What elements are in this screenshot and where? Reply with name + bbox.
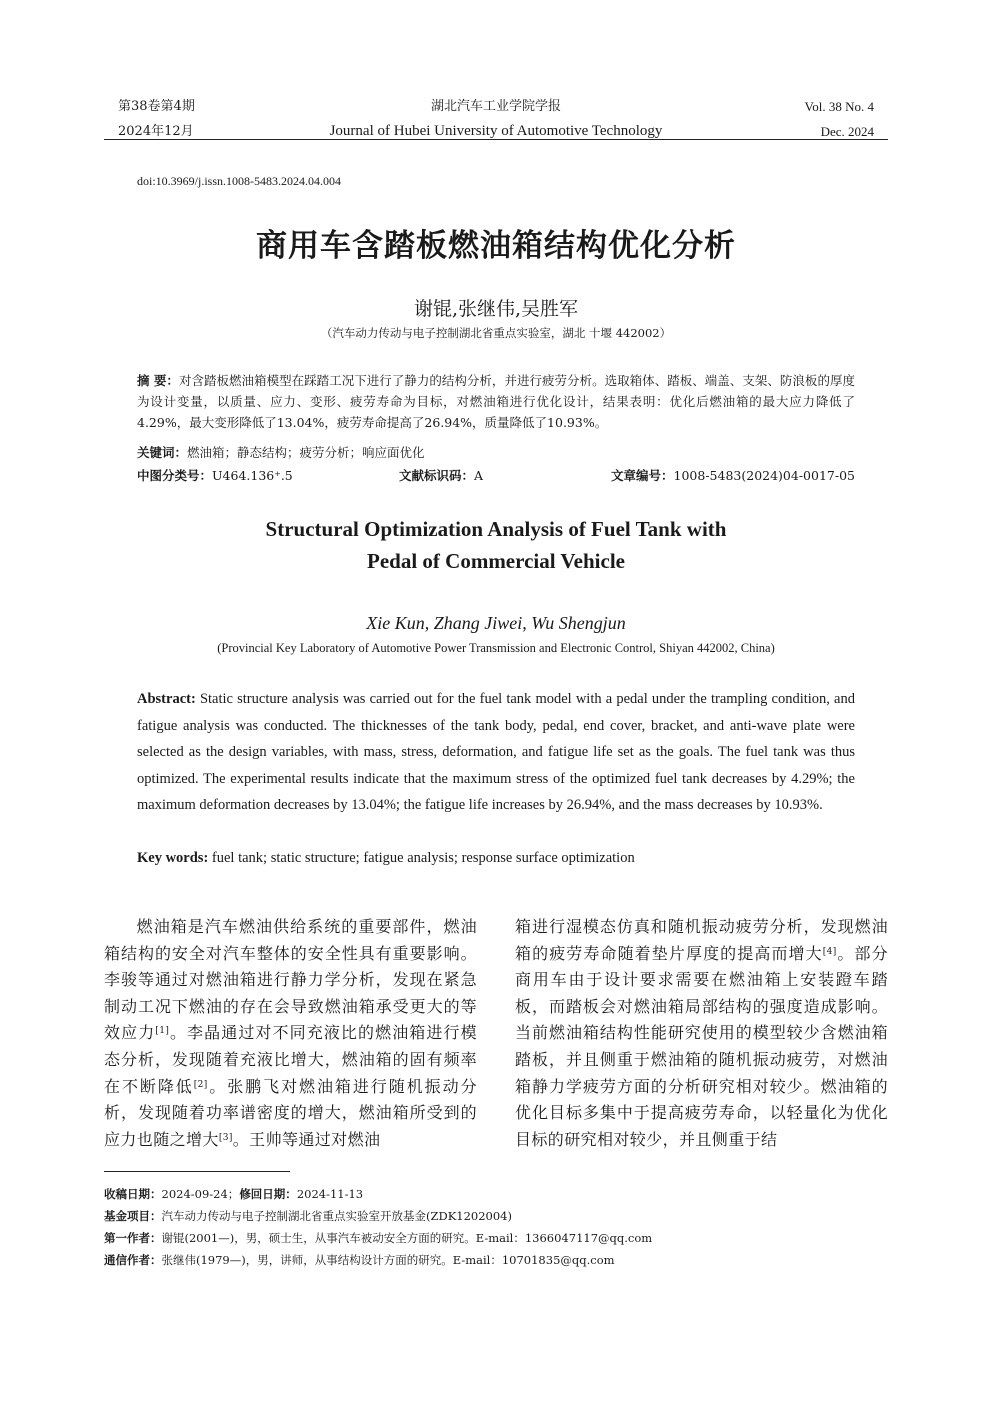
citation-ref: [3]	[218, 1132, 233, 1143]
footnote-dates	[104, 1183, 888, 1205]
abstract-cn	[137, 370, 855, 433]
header-rule	[104, 139, 888, 140]
journal-title-en: Journal of Hubei University of Automotive Technology	[329, 123, 663, 139]
citation-ref: [2]	[193, 1079, 208, 1090]
footnote-rule	[104, 1171, 290, 1172]
affiliation-en: (Provincial Key Laboratory of Automotive Power Transmission and Electronic Control, Shiyan 442002, China)	[217, 641, 775, 655]
page-title: 商用车含踏板燃油箱结构优化分析	[256, 228, 736, 264]
date-cn: 2024年12月	[118, 124, 194, 139]
received-label: 收稿日期：	[104, 1187, 162, 1201]
doi: doi:10.3969/j.issn.1008-5483.2024.04.004	[137, 174, 342, 188]
abstract-cn-label: 摘 要：	[137, 373, 179, 388]
citation-ref: [1]	[155, 1026, 170, 1037]
fund-value: 汽车动力传动与电子控制湖北省重点实验室开放基金(ZDK1202004)	[161, 1209, 512, 1223]
document-code	[399, 465, 483, 486]
keywords-cn-text: 燃油箱；静态结构；疲劳分析；响应面优化	[187, 445, 425, 460]
received-value: 2024-09-24；	[161, 1187, 240, 1201]
abstract-en-label: Abstract:	[137, 691, 196, 707]
footnote-fund	[104, 1205, 888, 1227]
title-en-line2: Pedal of Commercial Vehicle	[367, 549, 625, 573]
corresponding-value: 张继伟(1979—)，男，讲师，从事结构设计方面的研究。E-mail：10701835@qq.com	[161, 1253, 615, 1267]
footnote-first-author	[104, 1227, 888, 1249]
footnote-corresponding-author	[104, 1249, 888, 1271]
body-text: 箱进行湿模态仿真和随机振动疲劳分析，发现燃油箱的疲劳寿命随着垫片厚度的提高而增大	[515, 917, 888, 963]
affiliation-cn: （汽车动力传动与电子控制湖北省重点实验室，湖北 十堰 442002）	[320, 326, 672, 340]
clc-label: 中图分类号：	[137, 468, 213, 483]
citation-ref: [4]	[822, 946, 837, 957]
keywords-cn	[137, 442, 425, 463]
revised-label: 修回日期：	[239, 1187, 297, 1201]
body-column-right	[515, 914, 888, 1153]
doc-value: A	[474, 468, 484, 483]
keywords-en-label: Key words:	[137, 850, 209, 866]
date-en: Dec. 2024	[820, 124, 874, 139]
body-text: 。王帅等通过对燃油	[232, 1129, 381, 1149]
first-author-value: 谢锟(2001—)，男，硕士生，从事汽车被动安全方面的研究。E-mail：1366047117@qq.com	[161, 1231, 653, 1245]
journal-title-cn: 湖北汽车工业学院学报	[430, 99, 561, 114]
corresponding-label: 通信作者：	[104, 1253, 162, 1267]
body-text: 燃油箱是汽车燃油供给系统的重要部件，燃油箱结构的安全对汽车整体的安全性具有重要影响。李骏等通过对燃油箱进行静力学分析，发现在紧急制动工况下燃油的存在会导致燃油箱承受更大的等效应力	[104, 917, 477, 1043]
article-number	[611, 465, 855, 486]
abstract-en-text: Static structure analysis was carried out for the fuel tank model with a pedal under the trampling condition, and fatigue analysis was conducted. The thicknesses of the tank body, pedal, end cover, bracket, and anti-wave plate were selected as the design variables, with mass, stress, deformation, and fatigue life set as the goals. The fuel tank was thus optimized. The experimental results indicate that the maximum stress of the optimized fuel tank decreases by 4.29%; the maximum deformation decreases by 13.04%; the fatigue life increases by 26.94%, and the mass decreases by 10.93%.	[137, 691, 855, 813]
first-author-label: 第一作者：	[104, 1231, 162, 1245]
body-text: 。李晶通过对不同充液比的燃油箱进行模态分析，发现随着充液比增大，燃油箱的固有频率在不断降低	[104, 1023, 477, 1096]
body-text: 。张鹏飞对燃油箱进行随机振动分析，发现随着功率谱密度的增大，燃油箱所受到的应力也随之增大	[104, 1076, 477, 1149]
article-value: 1008-5483(2024)04-0017-05	[673, 468, 855, 483]
authors-en: Xie Kun, Zhang Jiwei, Wu Shengjun	[366, 613, 626, 633]
volume-issue-cn: 第38卷第4期	[118, 99, 195, 114]
clc-number	[137, 465, 293, 486]
keywords-cn-label: 关键词：	[137, 445, 188, 460]
article-label: 文章编号：	[611, 468, 674, 483]
journal-issue-en	[805, 94, 874, 144]
authors-cn: 谢锟,张继伟,吴胜军	[413, 298, 579, 320]
title-en-line1: Structural Optimization Analysis of Fuel Tank with	[265, 517, 727, 541]
body-text: 。部分商用车由于设计要求需要在燃油箱上安装蹬车踏板，而踏板会对燃油箱局部结构的强度造成影响。当前燃油箱结构性能研究使用的模型较少含燃油箱踏板，并且侧重于燃油箱的随机振动疲劳，对燃油箱静力学疲劳方面的分析研究相对较少。燃油箱的优化目标多集中于提高疲劳寿命，以轻量化为优化目标的研究相对较少，并且侧重于结	[515, 943, 888, 1149]
fund-label: 基金项目：	[104, 1209, 162, 1223]
doc-label: 文献标识码：	[399, 468, 475, 483]
body-column-left	[104, 914, 477, 1153]
title-en	[0, 513, 992, 577]
revised-value: 2024-11-13	[296, 1187, 364, 1201]
abstract-cn-text: 对含踏板燃油箱模型在踩踏工况下进行了静力的结构分析，并进行疲劳分析。选取箱体、踏板、端盖、支架、防浪板的厚度为设计变量，以质量、应力、变形、疲劳寿命为目标，对燃油箱进行优化设计，结果表明：优化后燃油箱的最大应力降低了4.29%，最大变形降低了13.04%，疲劳寿命提高了26.94%，质量降低了10.93%。	[137, 373, 855, 430]
volume-issue-en: Vol. 38 No. 4	[804, 99, 874, 114]
abstract-en	[137, 686, 855, 819]
clc-value: U464.136⁺.5	[212, 468, 293, 483]
keywords-en	[137, 845, 855, 872]
keywords-en-text: fuel tank; static structure; fatigue analysis; response surface optimization	[208, 850, 635, 866]
